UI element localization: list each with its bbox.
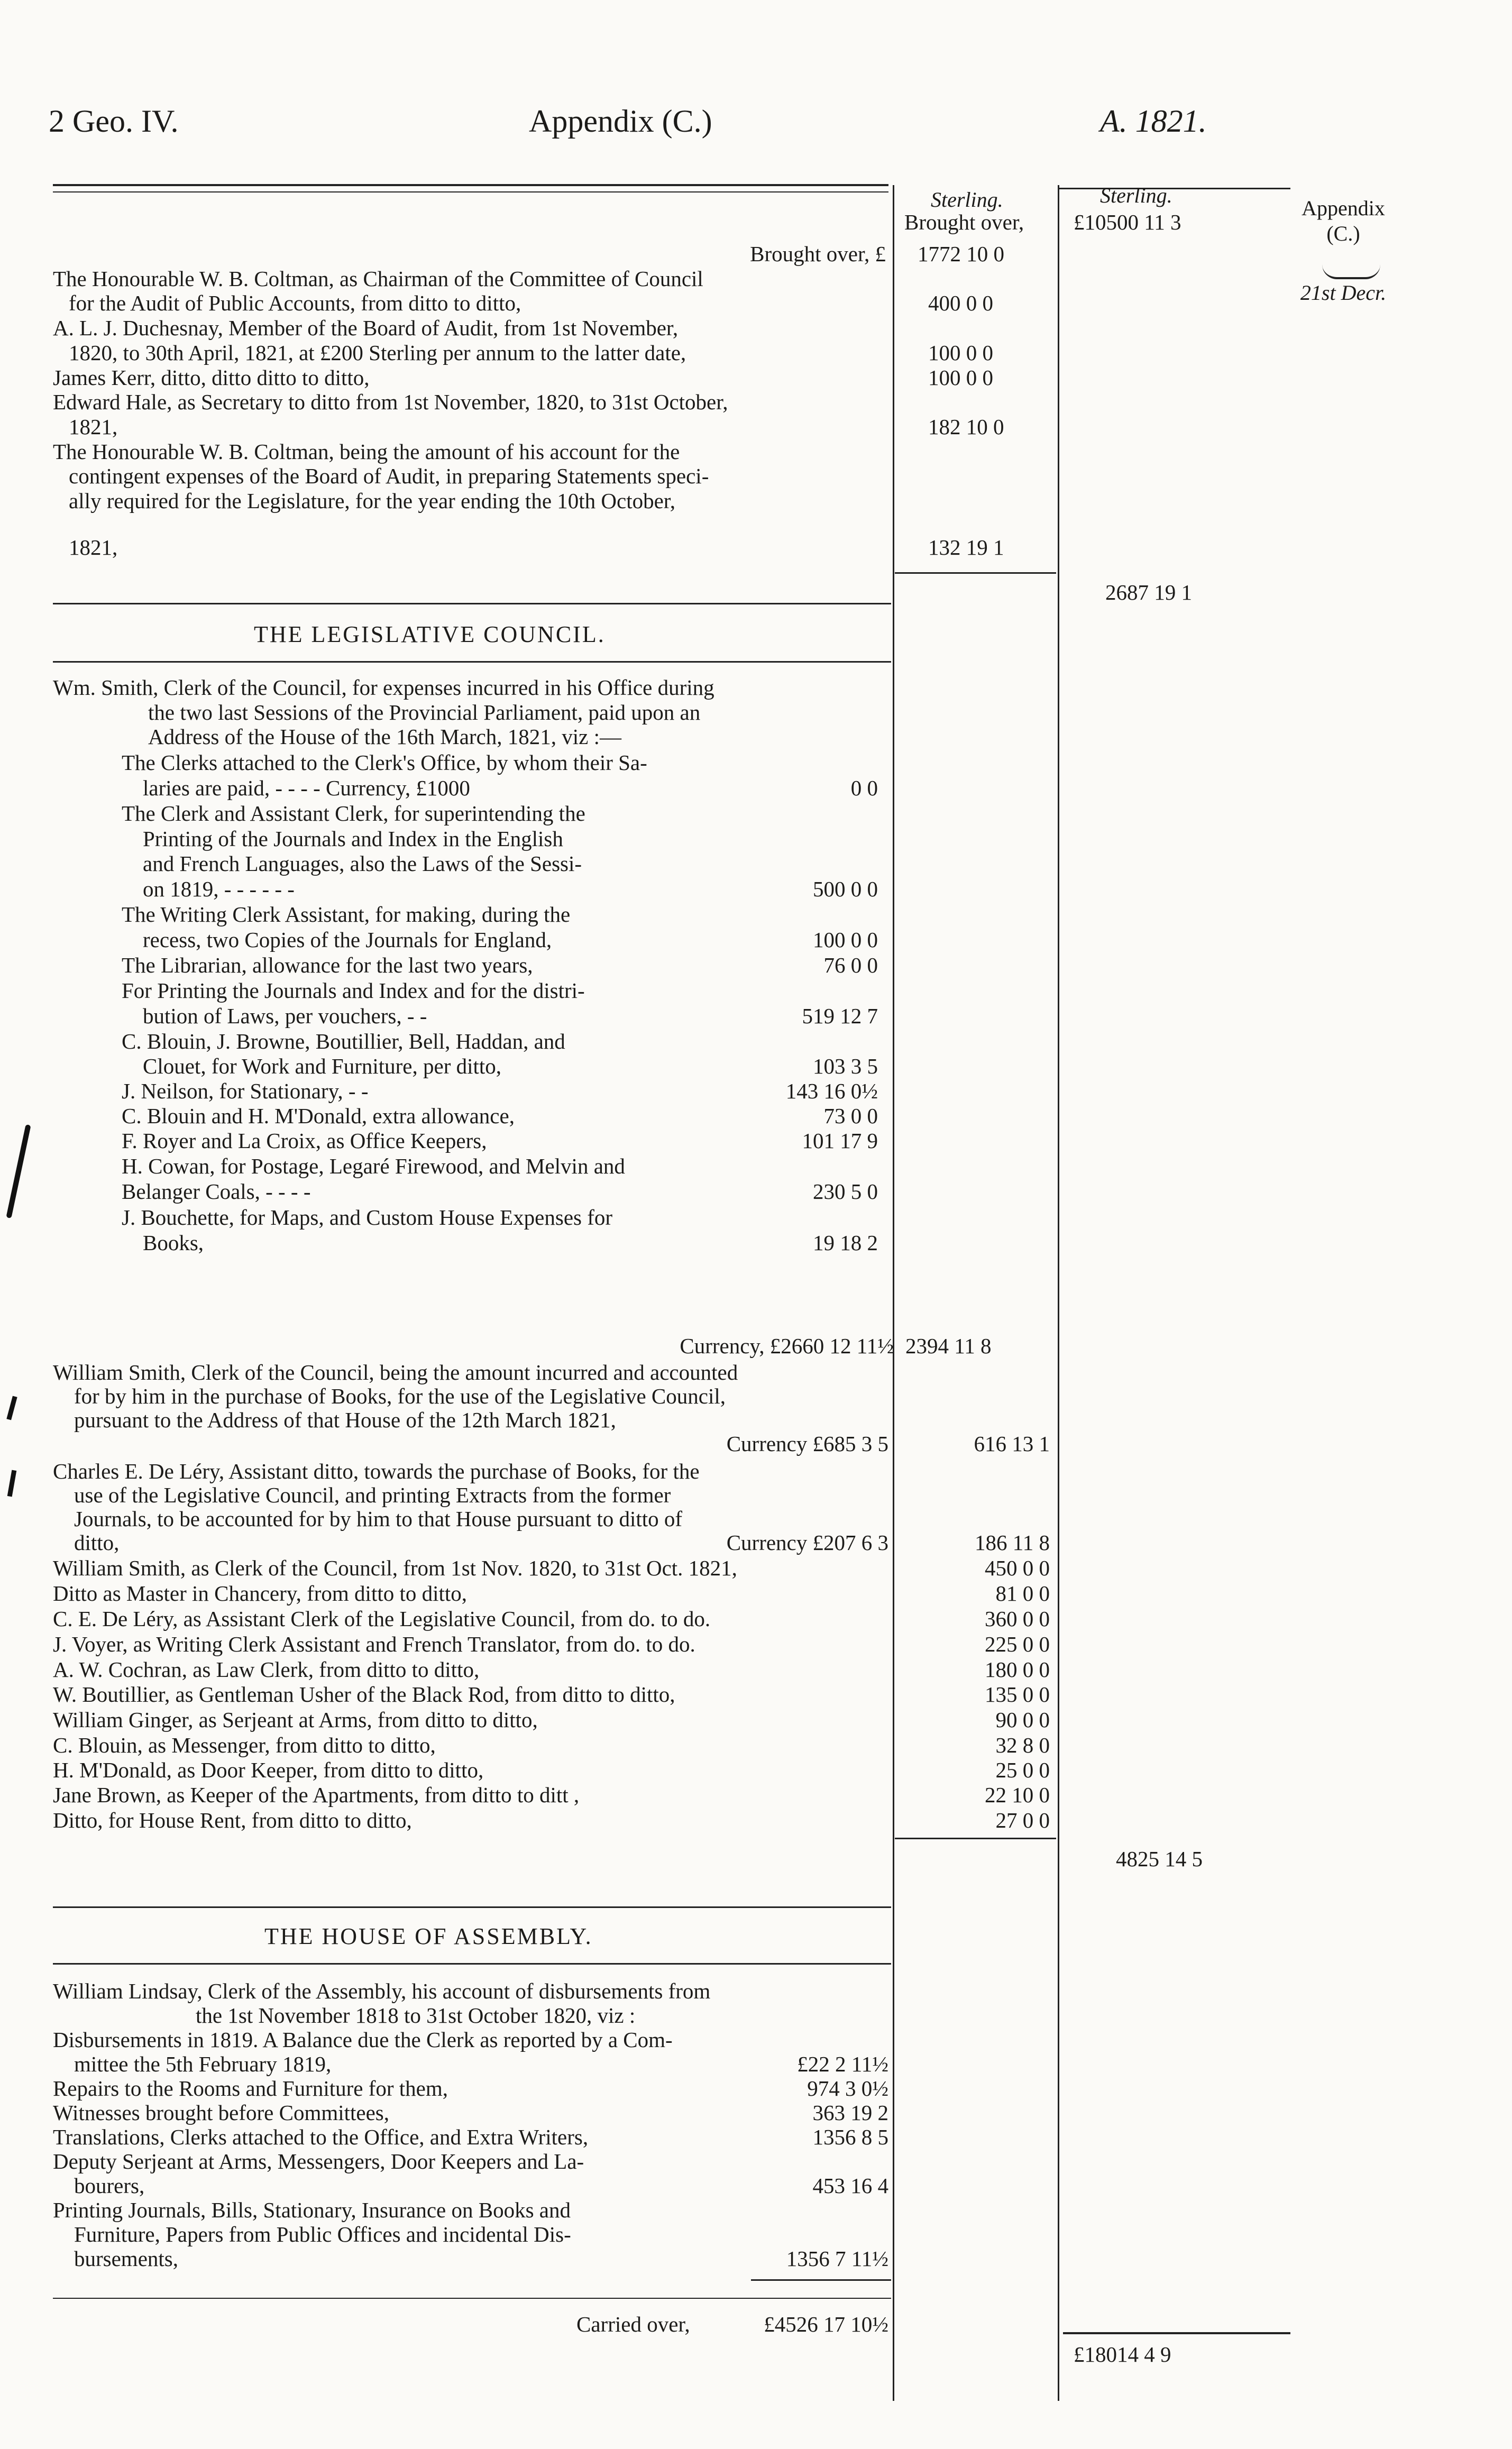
top-rule <box>53 184 888 186</box>
item-amount: 101 17 9 <box>802 1129 878 1153</box>
item-amount: 76 0 0 <box>823 953 878 977</box>
top-rule-2 <box>53 191 888 192</box>
currency-amount: 2394 11 8 <box>905 1334 992 1358</box>
line: W. Boutillier, as Gentleman Usher of the Black Rod, from ditto to ditto, <box>53 1682 675 1707</box>
item: C. Blouin and H. M'Donald, extra allowance, <box>122 1104 515 1128</box>
grand-total-rule <box>1063 2332 1290 2334</box>
item-amount: 519 12 7 <box>802 1004 878 1028</box>
item: J. Neilson, for Stationary, - - <box>122 1079 369 1103</box>
item: Clouet, for Work and Furniture, per ditto, <box>143 1054 502 1078</box>
section-title: THE LEGISLATIVE COUNCIL. <box>254 621 606 647</box>
line: bourers, <box>74 2173 145 2198</box>
amount: 27 0 0 <box>995 1808 1050 1832</box>
amount: 100 0 0 <box>928 341 993 365</box>
line: William Lindsay, Clerk of the Assembly, his account of disbursements from <box>53 1979 711 2003</box>
line: C. E. De Léry, as Assistant Clerk of the Legislative Council, from do. to do. <box>53 1607 711 1631</box>
currency-label: Currency, £2660 12 11½ <box>680 1334 894 1358</box>
amount: 363 19 2 <box>812 2101 888 2125</box>
item: recess, two Copies of the Journals for England, <box>143 928 552 952</box>
item-amount: 103 3 5 <box>813 1054 878 1078</box>
line: Deputy Serjeant at Arms, Messengers, Door Keepers and La- <box>53 2149 584 2173</box>
line: contingent expenses of the Board of Audit, in preparing Statements speci- <box>69 464 709 488</box>
amount: 186 11 8 <box>975 1530 1050 1555</box>
section-total: 2687 19 1 <box>1105 580 1192 604</box>
line: A. L. J. Duchesnay, Member of the Board of Audit, from 1st November, <box>53 316 679 340</box>
line: Repairs to the Rooms and Furniture for them, <box>53 2076 448 2101</box>
line: Witnesses brought before Committees, <box>53 2101 390 2125</box>
item: Printing of the Journals and Index in the English <box>143 827 563 851</box>
line: mittee the 5th February 1819, <box>74 2052 332 2076</box>
col2-sub: £10500 11 3 <box>1074 210 1181 234</box>
item: H. Cowan, for Postage, Legaré Firewood, and Melvin and <box>122 1154 625 1178</box>
line: James Kerr, ditto, ditto ditto to ditto, <box>53 365 370 390</box>
item-amount: 100 0 0 <box>813 928 878 952</box>
carried-over-label: Carried over, <box>576 2312 690 2336</box>
line: Charles E. De Léry, Assistant ditto, towards the purchase of Books, for the <box>53 1459 700 1483</box>
side-appendix: Appendix <box>1302 196 1385 220</box>
line: Currency £685 3 5 <box>726 1432 888 1456</box>
col-divider-1 <box>893 185 894 2401</box>
side-brace <box>1322 264 1380 279</box>
amount: 616 13 1 <box>974 1432 1050 1456</box>
line: 1821, <box>69 535 118 559</box>
col1-sub: Brought over, <box>904 210 1024 234</box>
col-divider-2 <box>1058 185 1059 2401</box>
line: Translations, Clerks attached to the Office, and Extra Writers, <box>53 2125 589 2149</box>
item: J. Bouchette, for Maps, and Custom House Expenses for <box>122 1205 613 1230</box>
line: use of the Legislative Council, and printing Extracts from the former <box>74 1483 671 1507</box>
item: laries are paid, - - - - Currency, £1000 <box>143 776 470 800</box>
item: The Writing Clerk Assistant, for making, during the <box>122 902 571 927</box>
line: William Ginger, as Serjeant at Arms, from ditto to ditto, <box>53 1708 538 1732</box>
line: H. M'Donald, as Door Keeper, from ditto to ditto, <box>53 1758 484 1782</box>
title-rule <box>53 1963 891 1965</box>
item: The Librarian, allowance for the last two years, <box>122 953 533 977</box>
section-total: 4825 14 5 <box>1116 1847 1203 1871</box>
col2-heading: Sterling. <box>1100 184 1172 207</box>
amount: 132 19 1 <box>928 535 1004 559</box>
item-amount: 143 16 0½ <box>785 1079 878 1103</box>
ink-mark <box>6 1124 31 1218</box>
item-amount: 73 0 0 <box>823 1104 878 1128</box>
line: The Honourable W. B. Coltman, as Chairman of the Committee of Council <box>53 267 703 291</box>
amount: 135 0 0 <box>985 1682 1050 1707</box>
line: 1820, to 30th April, 1821, at £200 Sterling per annum to the latter date, <box>69 341 686 365</box>
amount: 453 16 4 <box>812 2173 888 2198</box>
line: Address of the House of the 16th March, 1821, viz :— <box>148 724 621 749</box>
top-rule-right <box>1058 188 1290 189</box>
ink-mark <box>6 1396 17 1420</box>
amount: 1356 8 5 <box>812 2125 888 2149</box>
header-left: 2 Geo. IV. <box>49 104 179 139</box>
amount: 360 0 0 <box>985 1607 1050 1631</box>
item: F. Royer and La Croix, as Office Keepers, <box>122 1129 487 1153</box>
item: on 1819, - - - - - - <box>143 877 295 901</box>
item: Belanger Coals, - - - - <box>122 1179 311 1204</box>
line: The Honourable W. B. Coltman, being the amount of his account for the <box>53 439 680 464</box>
section-rule <box>53 1906 891 1908</box>
line: Disbursements in 1819. A Balance due the Clerk as reported by a Com- <box>53 2028 673 2052</box>
amount: 400 0 0 <box>928 291 993 315</box>
subtotal-rule <box>751 2279 891 2281</box>
amount: 81 0 0 <box>995 1581 1050 1606</box>
amount: 32 8 0 <box>995 1733 1050 1757</box>
grand-total: £18014 4 9 <box>1074 2342 1171 2367</box>
line: Furniture, Papers from Public Offices and incidental Dis- <box>74 2222 571 2246</box>
item-amount: 0 0 <box>850 776 878 800</box>
amount: 1356 7 11½ <box>786 2246 888 2271</box>
side-c: (C.) <box>1326 222 1360 245</box>
line: for the Audit of Public Accounts, from ditto to ditto, <box>69 291 521 315</box>
amount: 450 0 0 <box>985 1556 1050 1580</box>
brought-over-amount: 1772 10 0 <box>918 242 1004 266</box>
line: bursements, <box>74 2246 178 2271</box>
amount: 22 10 0 <box>985 1783 1050 1807</box>
amount: 100 0 0 <box>928 365 993 390</box>
item: and French Languages, also the Laws of the Sessi- <box>143 851 582 876</box>
item-amount: 500 0 0 <box>813 877 878 901</box>
line: Jane Brown, as Keeper of the Apartments, from ditto to ditt , <box>53 1783 580 1807</box>
item-amount: 19 18 2 <box>813 1231 878 1255</box>
section-title: THE HOUSE OF ASSEMBLY. <box>264 1923 593 1949</box>
amount: 90 0 0 <box>995 1708 1050 1732</box>
amount: 180 0 0 <box>985 1657 1050 1682</box>
amount: £22 2 11½ <box>797 2052 888 2076</box>
line: pursuant to the Address of that House of the 12th March 1821, <box>74 1408 616 1432</box>
brought-over-label: Brought over, £ <box>750 242 886 266</box>
subtotal-rule <box>895 1838 1056 1839</box>
line: for by him in the purchase of Books, for the use of the Legislative Council, <box>74 1384 726 1408</box>
side-date: 21st Decr. <box>1300 281 1387 305</box>
amount: 225 0 0 <box>985 1632 1050 1656</box>
line: William Smith, as Clerk of the Council, from 1st Nov. 1820, to 31st Oct. 1821, <box>53 1556 737 1580</box>
line: Ditto, for House Rent, from ditto to ditto, <box>53 1808 412 1832</box>
line: Journals, to be accounted for by him to that House pursuant to ditto of <box>74 1507 683 1531</box>
ink-mark <box>7 1470 17 1497</box>
line: ditto, <box>74 1530 120 1555</box>
amount: 25 0 0 <box>995 1758 1050 1782</box>
item: The Clerk and Assistant Clerk, for superintending the <box>122 801 585 825</box>
line: the two last Sessions of the Provincial Parliament, paid upon an <box>148 700 701 724</box>
title-rule <box>53 661 891 663</box>
amount: 182 10 0 <box>928 415 1004 439</box>
item: bution of Laws, per vouchers, - - <box>143 1004 427 1028</box>
col1-heading: Sterling. <box>931 188 1003 212</box>
line: A. W. Cochran, as Law Clerk, from ditto to ditto, <box>53 1657 480 1682</box>
amount: 974 3 0½ <box>807 2076 888 2101</box>
item: C. Blouin, J. Browne, Boutillier, Bell, Haddan, and <box>122 1029 565 1053</box>
bottom-rule <box>53 2298 891 2299</box>
line: Edward Hale, as Secretary to ditto from 1st November, 1820, to 31st October, <box>53 390 728 414</box>
subtotal-rule <box>895 572 1056 574</box>
line: Ditto as Master in Chancery, from ditto to ditto, <box>53 1581 468 1606</box>
line: J. Voyer, as Writing Clerk Assistant and French Translator, from do. to do. <box>53 1632 695 1656</box>
line: Printing Journals, Bills, Stationary, Insurance on Books and <box>53 2198 571 2222</box>
header-right: A. 1821. <box>1100 104 1207 139</box>
line: Wm. Smith, Clerk of the Council, for expenses incurred in his Office during <box>53 675 714 700</box>
item: The Clerks attached to the Clerk's Office, by whom their Sa- <box>122 750 647 775</box>
item: Books, <box>143 1231 204 1255</box>
line: Currency £207 6 3 <box>726 1530 888 1555</box>
line: 1821, <box>69 415 118 439</box>
section-rule <box>53 603 891 604</box>
header-center: Appendix (C.) <box>529 104 712 139</box>
line: C. Blouin, as Messenger, from ditto to ditto, <box>53 1733 436 1757</box>
item-amount: 230 5 0 <box>813 1179 878 1204</box>
line: William Smith, Clerk of the Council, being the amount incurred and accounted <box>53 1360 738 1384</box>
line: the 1st November 1818 to 31st October 1820, viz : <box>196 2003 636 2028</box>
line: ally required for the Legislature, for the year ending the 10th October, <box>69 489 676 513</box>
item: For Printing the Journals and Index and for the distri- <box>122 978 585 1003</box>
carried-over-amount: £4526 17 10½ <box>764 2312 888 2336</box>
